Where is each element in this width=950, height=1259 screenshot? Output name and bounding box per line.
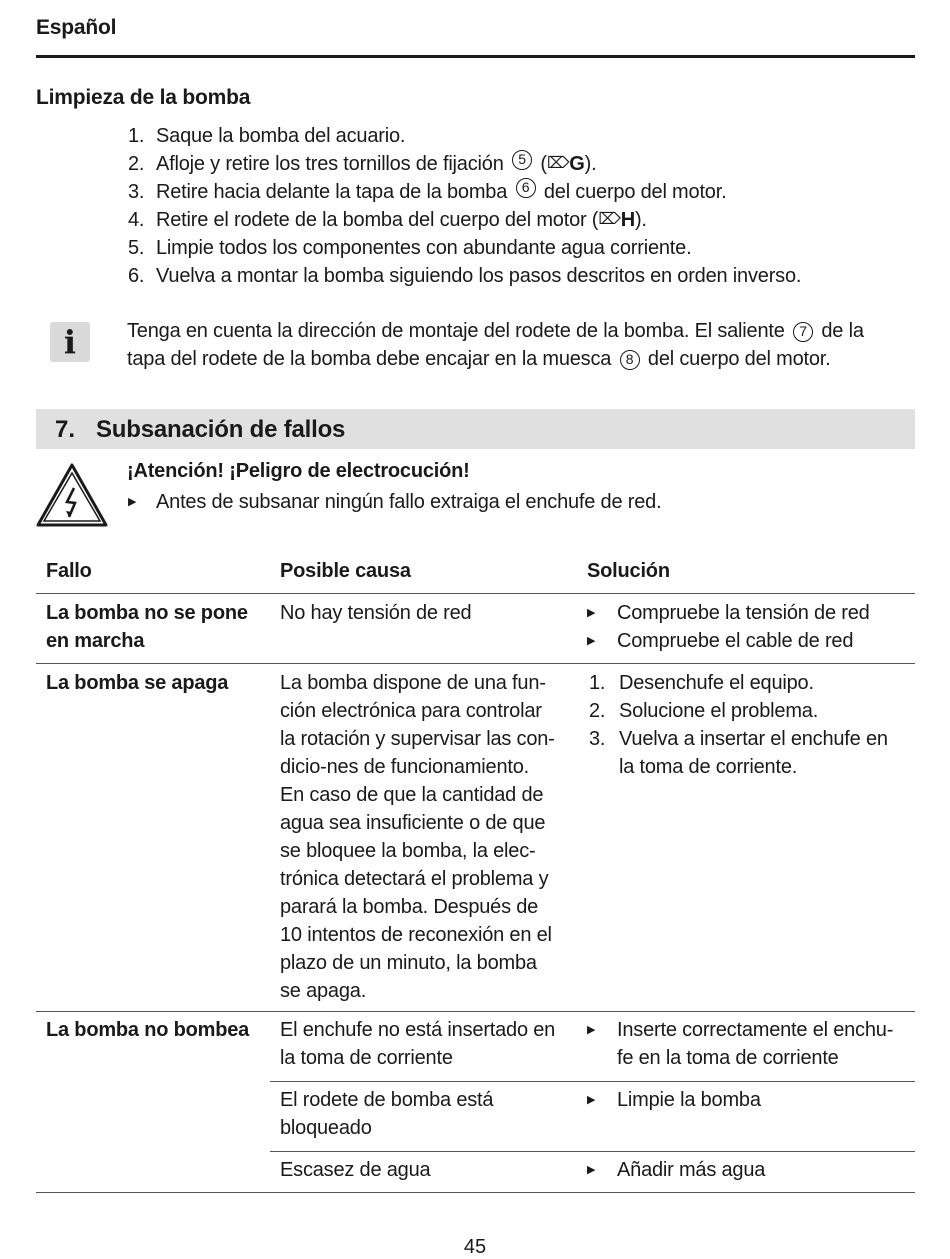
- cause-text: bloqueado: [280, 1117, 372, 1139]
- cause-text: la rotación y supervisar las con-: [280, 728, 555, 750]
- page-number: 45: [463, 1236, 487, 1258]
- step-text: (: [534, 153, 547, 175]
- solution-text: Desenchufe el equipo.: [619, 672, 814, 694]
- cause-text: trónica detectará el problema y: [280, 868, 549, 890]
- installation-note: [127, 317, 917, 373]
- solution-text: Compruebe el cable de red: [617, 630, 854, 652]
- cause-text: dicio-nes de funcionamiento.: [280, 756, 529, 778]
- cleaning-heading: Limpieza de la bomba: [36, 86, 251, 109]
- bullet-arrow-icon: ▶: [587, 1164, 596, 1176]
- step-text: del cuerpo del motor.: [538, 181, 727, 203]
- list-item: [589, 725, 888, 781]
- figure-reference: H: [620, 209, 635, 231]
- step-number: 4.: [128, 209, 145, 231]
- warning-text: Antes de subsanar ningún fallo extraiga el enchufe de red.: [156, 491, 662, 513]
- step-text: ).: [584, 153, 597, 175]
- figure-reference-icon: ⌦: [598, 211, 621, 228]
- list-item: [587, 599, 870, 627]
- table-divider: [36, 593, 915, 594]
- cause-text: parará la bomba. Después de: [280, 896, 539, 918]
- callout-number-8: 8: [620, 350, 640, 370]
- cause-text: ción electrónica para controlar: [280, 700, 542, 722]
- section-title: Subsanación de fallos: [96, 416, 346, 443]
- cause-text: La bomba dispone de una fun-: [280, 672, 546, 694]
- list-item: [589, 697, 888, 725]
- solution-text: Vuelva a insertar el enchufe en: [619, 728, 888, 750]
- callout-number-5: 5: [512, 150, 532, 170]
- column-header-cause: Posible causa: [280, 560, 411, 582]
- cause-text: agua sea insuficiente o de que: [280, 812, 546, 834]
- list-item: [587, 1016, 893, 1072]
- step-text: Retire el rodete de la bomba del cuerpo del motor (: [156, 209, 599, 231]
- step-text: Limpie todos los componentes con abundante agua corriente.: [156, 237, 692, 259]
- list-item: [589, 669, 888, 697]
- list-item: [128, 178, 801, 206]
- list-item: [128, 262, 801, 290]
- step-number: 3.: [128, 181, 145, 203]
- cause-cell: [280, 669, 555, 1005]
- list-item: [128, 122, 801, 150]
- column-header-solution: Solución: [587, 560, 670, 582]
- solution-text: Limpie la bomba: [617, 1089, 761, 1111]
- step-number: 3.: [589, 728, 606, 750]
- step-text: Saque la bomba del acuario.: [156, 125, 406, 147]
- solution-cell: [587, 1156, 765, 1184]
- bullet-arrow-icon: ▶: [128, 496, 137, 508]
- step-number: 1.: [589, 672, 606, 694]
- warning-item: [128, 488, 661, 516]
- bullet-arrow-icon: ▶: [587, 1094, 596, 1106]
- fault-cell: La bomba se apaga: [46, 672, 229, 694]
- solution-text: la toma de corriente.: [619, 756, 798, 778]
- note-text: Tenga en cuenta la dirección de montaje del rodete de la bomba. El saliente: [127, 320, 785, 342]
- bullet-arrow-icon: ▶: [587, 635, 596, 647]
- list-item: [128, 150, 801, 178]
- language-header: Español: [36, 16, 117, 39]
- header-divider: [36, 55, 915, 58]
- cause-cell: No hay tensión de red: [280, 602, 472, 624]
- list-item: [128, 234, 801, 262]
- table-divider: [36, 1011, 915, 1012]
- cause-cell: Escasez de agua: [280, 1159, 431, 1181]
- cause-text: El rodete de bomba está: [280, 1089, 494, 1111]
- solution-text: Inserte correctamente el enchu-: [617, 1019, 894, 1041]
- step-number: 6.: [128, 265, 145, 287]
- info-icon: i: [50, 322, 90, 362]
- solution-cell: [587, 599, 870, 655]
- fault-cell: La bomba no bombea: [46, 1019, 250, 1041]
- cause-text: se apaga.: [280, 980, 367, 1002]
- solution-text: Añadir más agua: [617, 1159, 766, 1181]
- step-text: Afloje y retire los tres tornillos de fijación: [156, 153, 504, 175]
- list-item: [128, 206, 801, 234]
- cause-text: 10 intentos de reconexión en el: [280, 924, 552, 946]
- cause-cell: [280, 1016, 555, 1072]
- cause-text: plazo de un minuto, la bomba: [280, 952, 537, 974]
- cause-text: El enchufe no está insertado en: [280, 1019, 556, 1041]
- bullet-arrow-icon: ▶: [587, 1024, 596, 1036]
- step-number: 2.: [128, 153, 145, 175]
- list-item: [587, 1086, 761, 1114]
- section-number: 7.: [55, 416, 76, 443]
- step-text: ).: [634, 209, 647, 231]
- warning-title: ¡Atención! ¡Peligro de electrocución!: [127, 460, 470, 482]
- step-number: 2.: [589, 700, 606, 722]
- high-voltage-warning-icon: [36, 462, 108, 528]
- callout-number-6: 6: [516, 178, 536, 198]
- step-number: 1.: [128, 125, 145, 147]
- fault-text: La bomba no se pone: [46, 602, 248, 624]
- solution-text: Compruebe la tensión de red: [617, 602, 870, 624]
- figure-reference-icon: ⌦: [546, 155, 570, 172]
- list-item: [587, 1156, 765, 1184]
- fault-cell: [46, 599, 248, 655]
- solution-text: Solucione el problema.: [619, 700, 819, 722]
- cause-text: la toma de corriente: [280, 1047, 453, 1069]
- step-number: 5.: [128, 237, 145, 259]
- step-text: Vuelva a montar la bomba siguiendo los pasos descritos en orden inverso.: [156, 265, 802, 287]
- fault-text: en marcha: [46, 630, 145, 652]
- table-divider: [36, 663, 915, 664]
- column-header-fault: Fallo: [46, 560, 92, 582]
- note-text: tapa del rodete de la bomba debe encajar en la muesca: [127, 348, 612, 370]
- step-text: Retire hacia delante la tapa de la bomba: [156, 181, 508, 203]
- bullet-arrow-icon: ▶: [587, 607, 596, 619]
- figure-reference: G: [569, 153, 585, 175]
- note-text: de la: [816, 320, 864, 342]
- list-item: [587, 627, 870, 655]
- table-divider: [36, 1192, 915, 1193]
- cause-cell: [280, 1086, 493, 1142]
- cause-text: En caso de que la cantidad de: [280, 784, 544, 806]
- table-divider: [270, 1151, 915, 1152]
- callout-number-7: 7: [793, 322, 813, 342]
- solution-text: fe en la toma de corriente: [617, 1047, 839, 1069]
- note-text: del cuerpo del motor.: [642, 348, 831, 370]
- solution-cell: [589, 669, 888, 781]
- table-divider: [270, 1081, 915, 1082]
- solution-cell: [587, 1086, 761, 1114]
- cause-text: se bloquee la bomba, la elec-: [280, 840, 536, 862]
- cleaning-steps-list: [128, 122, 801, 290]
- solution-cell: [587, 1016, 893, 1072]
